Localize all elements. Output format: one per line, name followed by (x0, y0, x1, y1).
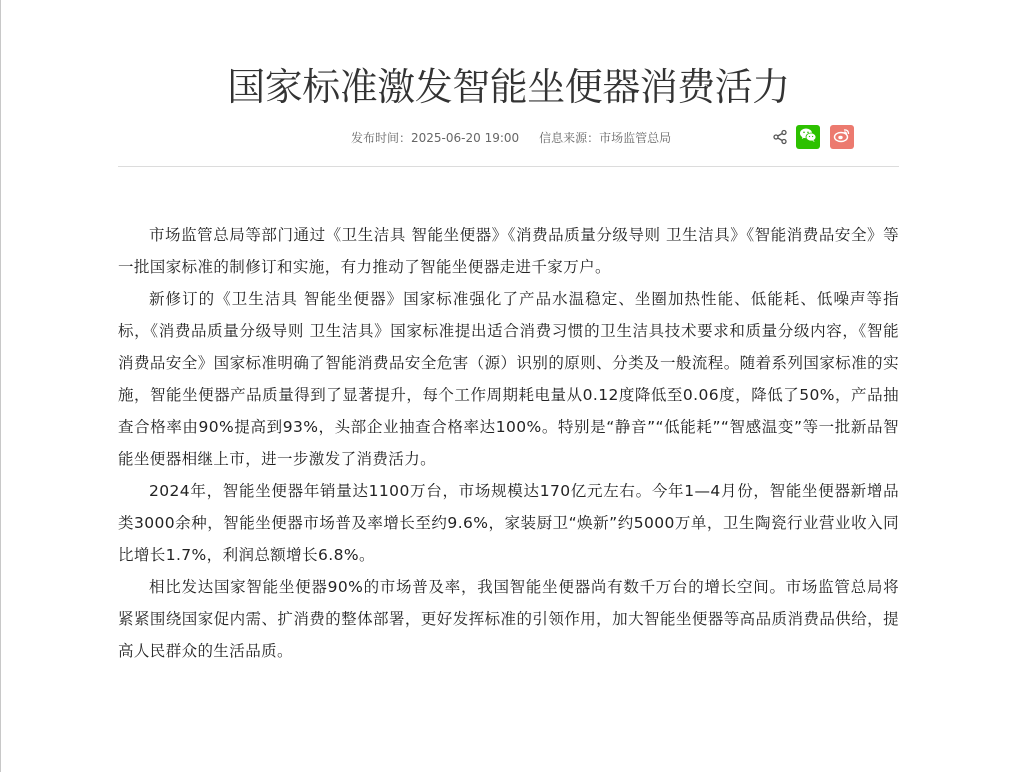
article-title: 国家标准激发智能坐便器消费活力 (227, 65, 790, 109)
article-paragraph: 市场监管总局等部门通过《卫生洁具 智能坐便器》《消费品质量分级导则 卫生洁具》《智能消费品安全》等一批国家标准的制修订和实施，有力推动了智能坐便器走进千家万户。 (118, 226, 899, 276)
publish-time: 2025-06-20 19:00 (411, 131, 520, 145)
weibo-icon (833, 127, 851, 147)
article-paragraph: 新修订的《卫生洁具 智能坐便器》国家标准强化了产品水温稳定、坐圈加热性能、低能耗、低噪声等指标，《消费品质量分级导则 卫生洁具》国家标准提出适合消费习惯的卫生洁具技术要求和质量分级内容，《智能消费品安全》国家标准明确了智能消费品安全危害（源）识别的原则、分类及一般流程。随着系列国家标准的实施，智能坐便器产品质量得到了显著提升，每个工作周期耗电量从0.12度降低至0.06度，降低了50%，产品抽查合格率由90%提高到93%，头部企业抽查合格率达100%。特别是“静音”“低能耗”“智感温变”等一批新品智能坐便器相继上市，进一步激发了消费活力。 (118, 290, 899, 468)
share-icon[interactable] (772, 129, 788, 145)
article-paragraph: 相比发达国家智能坐便器90%的市场普及率，我国智能坐便器尚有数千万台的增长空间。市场监管总局将紧紧围绕国家促内需、扩消费的整体部署，更好发挥标准的引领作用，加大智能坐便器等高品质消费品供给，提高人民群众的生活品质。 (118, 578, 899, 660)
article-paragraph: 2024年，智能坐便器年销量达1100万台，市场规模达170亿元左右。今年1—4月份，智能坐便器新增品类3000余种，智能坐便器市场普及率增长至约9.6%，家装厨卫“焕新”约5000万单，卫生陶瓷行业营业收入同比增长1.7%，利润总额增长6.8%。 (118, 482, 899, 564)
publish-time-label: 发布时间： (351, 131, 412, 145)
share-bar (772, 124, 854, 150)
article-meta-row (118, 124, 899, 152)
article-meta (351, 130, 671, 146)
wechat-icon (799, 127, 817, 147)
weibo-share-button[interactable] (830, 125, 854, 149)
wechat-share-button[interactable] (796, 125, 820, 149)
source-label: 信息来源： (539, 131, 600, 145)
article-body (118, 219, 899, 667)
header-divider (118, 166, 899, 167)
source: 市场监管总局 (599, 131, 672, 145)
